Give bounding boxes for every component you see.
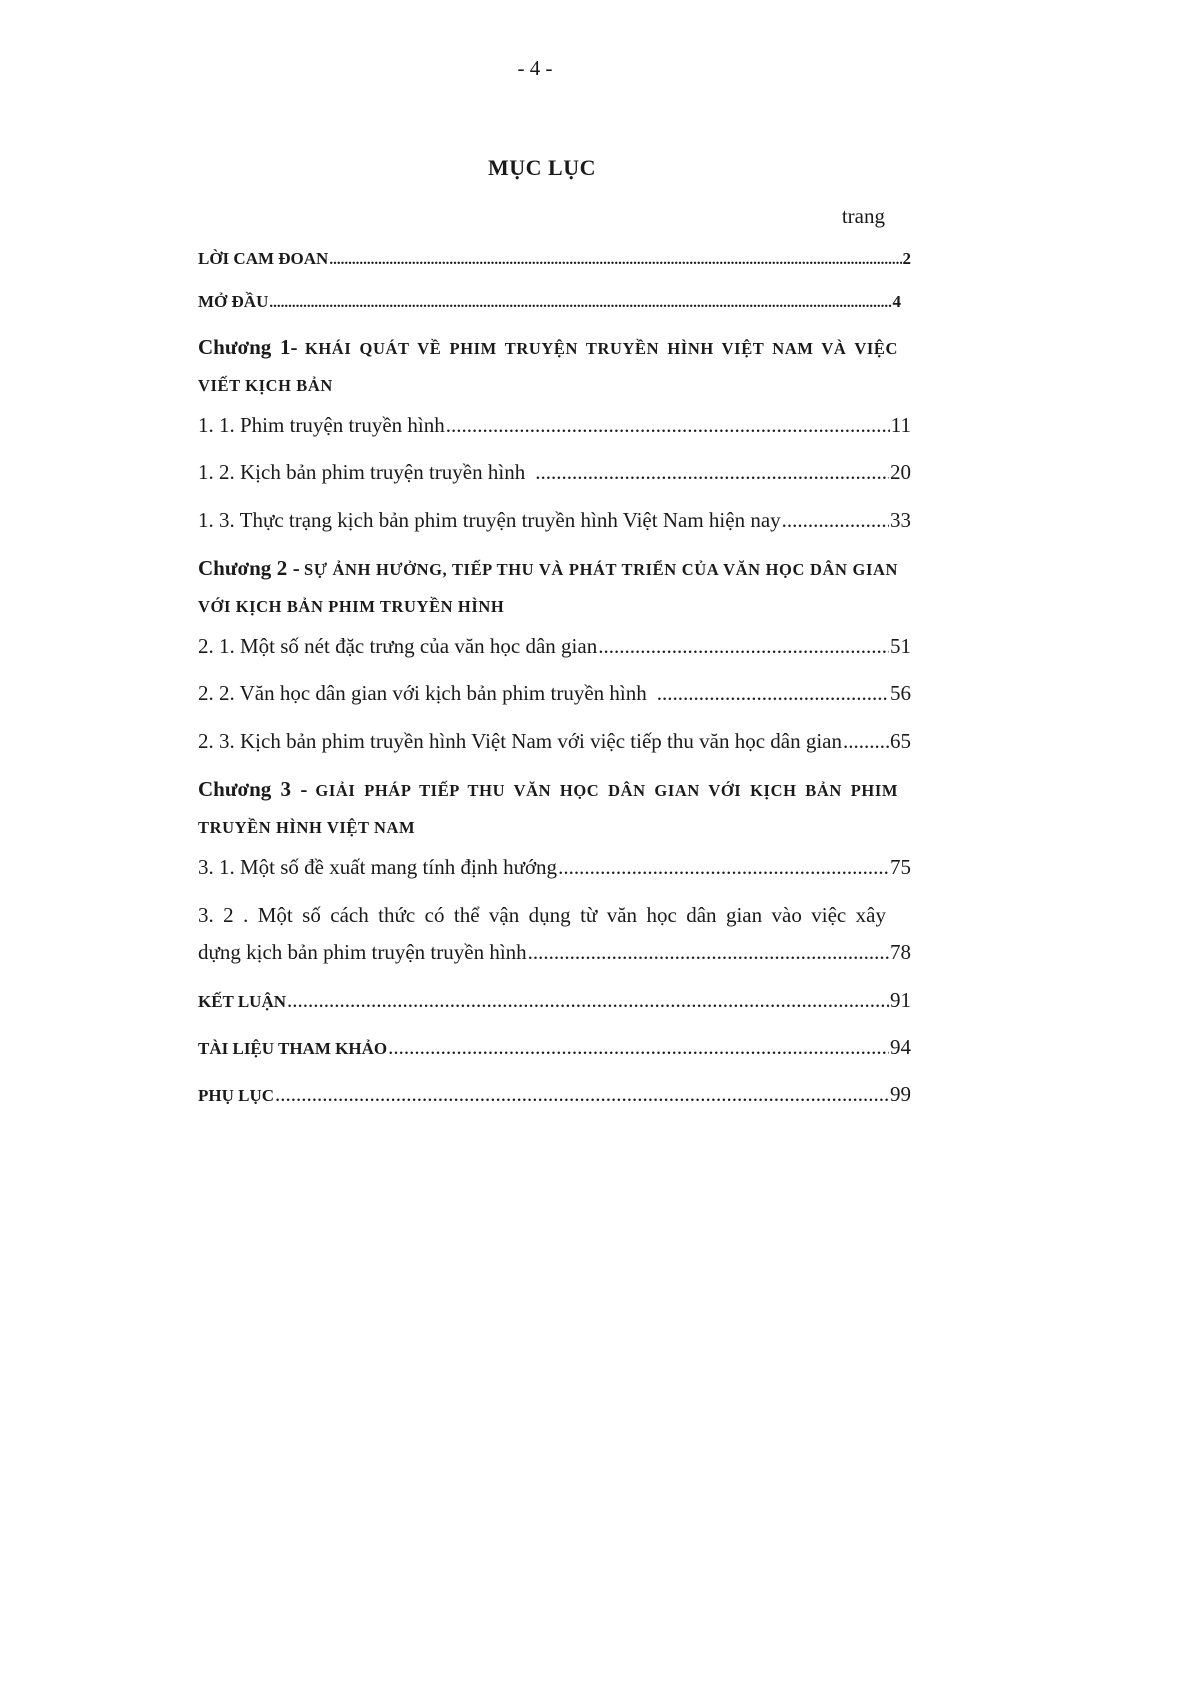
dot-leader <box>535 460 889 485</box>
toc-entry-phu-luc[interactable] <box>198 1082 911 1107</box>
toc-entry-label: 2. 1. Một số nét đặc trưng của văn học dân gian <box>198 634 598 658</box>
toc-entry-3-2-line2 <box>198 940 911 965</box>
toc-chapter-1[interactable] <box>198 329 898 405</box>
toc-entry-3-2[interactable] <box>198 903 911 965</box>
toc-entry-label: 3. 1. Một số đề xuất mang tính định hướng <box>198 855 558 879</box>
toc-entry-label: 1. 3. Thực trạng kịch bản phim truyện truyền hình Việt Nam hiện nay <box>198 508 781 532</box>
toc-entry-label-line1: 3. 2 . Một số cách thức có thể vận dụng từ văn học dân gian vào việc xây <box>198 903 886 927</box>
page-number: - 4 - <box>517 56 553 80</box>
toc-entry-label: KẾT LUẬN <box>198 992 287 1011</box>
toc-entry-page: 11 <box>890 413 911 437</box>
toc-chapter-3[interactable] <box>198 771 898 847</box>
toc-entry-label: LỜI CAM ĐOAN <box>198 249 329 268</box>
toc-entry-label: MỞ ĐẦU <box>198 292 269 311</box>
page-column-label: trang <box>841 204 885 228</box>
dot-leader <box>446 413 890 438</box>
toc-entry-2-2[interactable] <box>198 681 911 706</box>
toc-entry-1-2[interactable] <box>198 460 911 485</box>
dot-leader <box>558 855 889 880</box>
toc-entry-label: 1. 2. Kịch bản phim truyện truyền hình <box>198 460 526 484</box>
toc-entry-page: 33 <box>890 508 911 532</box>
chapter-number: Chương 2 - <box>198 556 300 580</box>
toc-entry-page: 4 <box>892 292 901 311</box>
toc-entry-tai-lieu-tham-khao[interactable] <box>198 1035 911 1060</box>
toc-entry-1-3[interactable] <box>198 508 911 533</box>
toc-entry-3-1[interactable] <box>198 855 911 880</box>
dot-leader <box>843 729 889 754</box>
toc-entry-page: 75 <box>890 855 911 879</box>
toc-entry-1-1[interactable] <box>198 413 911 438</box>
toc-entry-page: 65 <box>890 729 911 753</box>
dot-leader <box>287 988 889 1013</box>
toc-entry-2-1[interactable] <box>198 634 911 659</box>
dot-leader <box>269 292 891 312</box>
toc-entry-page: 78 <box>890 940 911 964</box>
toc-entry-page: 20 <box>890 460 911 484</box>
dot-leader <box>275 1082 889 1107</box>
dot-leader <box>657 681 889 706</box>
chapter-title: SỰ ẢNH HƯỞNG, TIẾP THU VÀ PHÁT TRIỂN CỦA VĂN HỌC DÂN GIAN VỚI KỊCH BẢN PHIM TRUYỀN HÌNH <box>198 560 899 616</box>
chapter-title: GIẢI PHÁP TIẾP THU VĂN HỌC DÂN GIAN VỚI KỊCH BẢN PHIM TRUYỀN HÌNH VIỆT NAM <box>198 781 899 837</box>
dot-leader <box>329 249 901 269</box>
toc-entry-label: TÀI LIỆU THAM KHẢO <box>198 1039 388 1058</box>
toc-chapter-2[interactable] <box>198 550 898 626</box>
toc-entry-loi-cam-doan[interactable] <box>198 249 911 269</box>
chapter-number: Chương 3 - <box>198 777 308 801</box>
toc-entry-2-3[interactable] <box>198 729 911 754</box>
toc-entry-page: 51 <box>890 634 911 658</box>
toc-entry-page: 56 <box>890 681 911 705</box>
dot-leader <box>598 634 889 659</box>
toc-entry-label-line2: dựng kịch bản phim truyện truyền hình <box>198 940 527 964</box>
toc-entry-mo-dau[interactable] <box>198 292 901 312</box>
toc-entry-label: 1. 1. Phim truyện truyền hình <box>198 413 445 437</box>
toc-entry-page: 99 <box>890 1082 911 1106</box>
toc-entry-label: 2. 3. Kịch bản phim truyền hình Việt Nam với việc tiếp thu văn học dân gian <box>198 729 842 753</box>
toc-entry-ket-luan[interactable] <box>198 988 911 1013</box>
chapter-title: KHÁI QUÁT VỀ PHIM TRUYỆN TRUYỀN HÌNH VIỆT NAM VÀ VIỆC VIẾT KỊCH BẢN <box>198 339 898 395</box>
dot-leader <box>388 1035 889 1060</box>
toc-entry-page: 2 <box>902 249 911 268</box>
chapter-number: Chương 1- <box>198 335 298 359</box>
page-title: MỤC LỤC <box>488 155 596 180</box>
toc-entry-page: 91 <box>890 988 911 1012</box>
toc-entry-label: PHỤ LỤC <box>198 1086 275 1105</box>
dot-leader <box>528 940 889 965</box>
toc-entry-page: 94 <box>890 1035 911 1059</box>
dot-leader <box>782 508 889 533</box>
toc-entry-label: 2. 2. Văn học dân gian với kịch bản phim truyền hình <box>198 681 647 705</box>
